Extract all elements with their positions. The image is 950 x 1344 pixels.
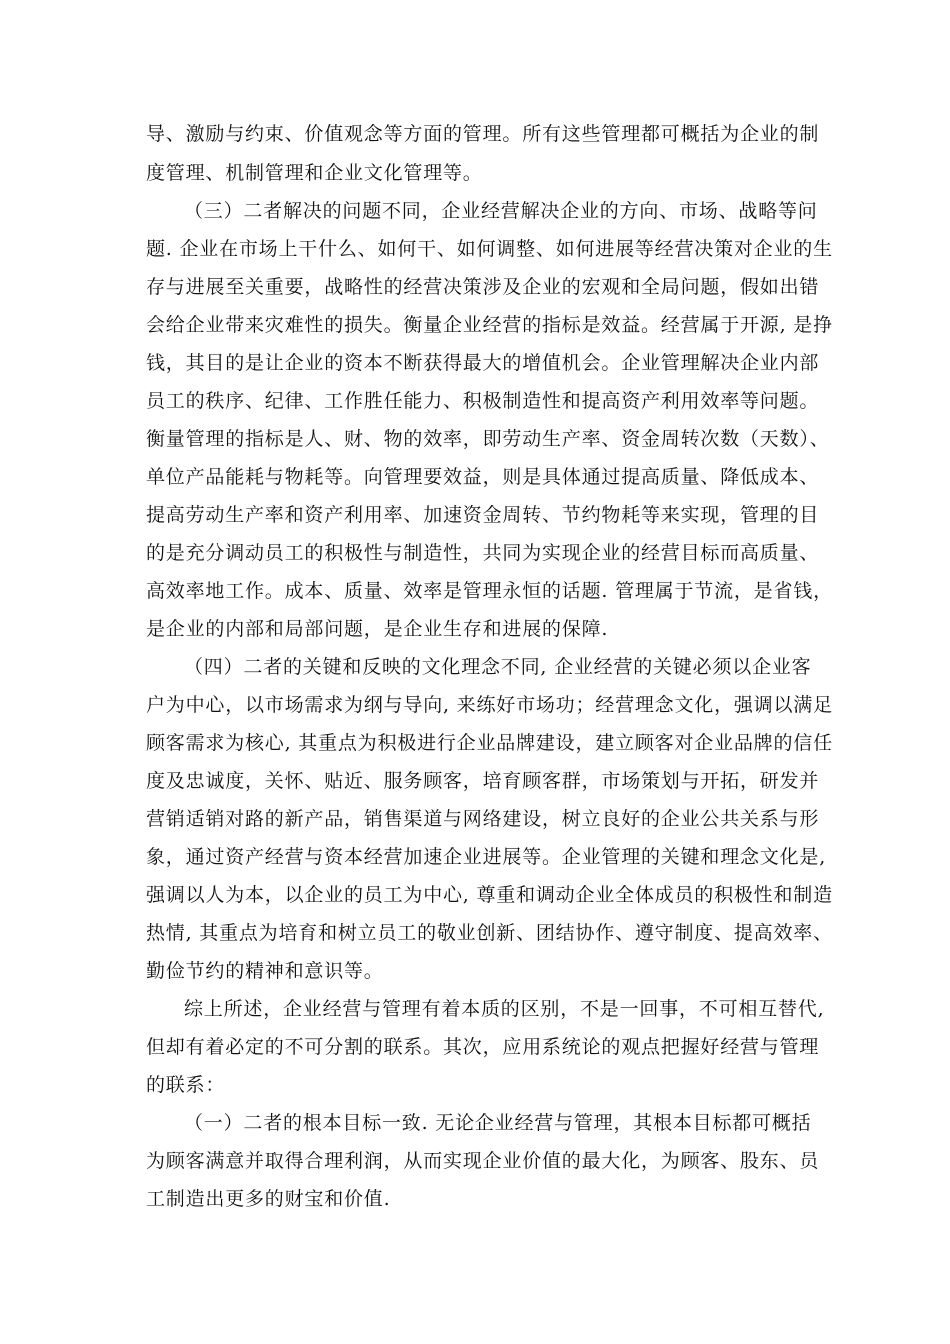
text-line: 存与进展至关重要，战略性的经营决策涉及企业的宏观和全局问题，假如出错 — [146, 276, 820, 298]
text-line: 度及忠诚度，关怀、贴近、服务顾客，培育顾客群，市场策划与开拓，研发并 — [146, 770, 820, 792]
text-line: 营销适销对路的新产品，销售渠道与网络建设，树立良好的企业公共关系与形 — [146, 808, 820, 830]
text-line: 勤俭节约的精神和意识等。 — [146, 960, 384, 982]
text-line: 的是充分调动员工的积极性与制造性，共同为实现企业的经营目标而高质量、 — [146, 542, 820, 564]
text-line: 高效率地工作。成本、质量、效率是管理永恒的话题. 管理属于节流，是省钱， — [146, 580, 833, 602]
text-line: 会给企业带来灾难性的损失。衡量企业经营的指标是效益。经营属于开源, 是挣 — [146, 314, 833, 336]
text-line: 衡量管理的指标是人、财、物的效率，即劳动生产率、资金周转次数（天数）、 — [146, 428, 830, 450]
text-line: 热情, 其重点为培育和树立员工的敬业创新、团结协作、遵守制度、提高效率、 — [146, 922, 833, 944]
text-line: 象，通过资产经营与资本经营加速企业进展等。企业管理的关键和理念文化是, — [146, 846, 827, 868]
text-line: （四）二者的关键和反映的文化理念不同, 企业经营的关键必须以企业客 — [184, 656, 812, 678]
text-line: 是企业的内部和局部问题，是企业生存和进展的保障. — [146, 618, 609, 640]
text-line: 员工的秩序、纪律、工作胜任能力、积极制造性和提高资产利用效率等问题。 — [146, 390, 820, 412]
text-line: （三）二者解决的问题不同，企业经营解决企业的方向、市场、战略等问 — [184, 200, 818, 222]
text-line: 综上所述，企业经营与管理有着本质的区别，不是一回事，不可相互替代, — [184, 998, 825, 1020]
text-line: 钱，其目的是让企业的资本不断获得最大的增值机会。企业管理解决企业内部 — [146, 352, 820, 374]
text-line: 题. 企业在市场上干什么、如何干、如何调整、如何进展等经营决策对企业的生 — [146, 238, 833, 260]
text-line: 导、激励与约束、价值观念等方面的管理。所有这些管理都可概括为企业的制 — [146, 123, 820, 145]
text-line: 工制造出更多的财宝和价值. — [146, 1188, 391, 1210]
text-line: 度管理、机制管理和企业文化管理等。 — [146, 162, 483, 184]
text-line: 为顾客满意并取得合理利润，从而实现企业价值的最大化，为顾客、股东、员 — [146, 1150, 820, 1172]
text-line: 强调以人为本，以企业的员工为中心, 尊重和调动企业全体成员的积极性和制造 — [146, 884, 833, 906]
text-line: 户为中心，以市场需求为纲与导向, 来练好市场功；经营理念文化，强调以满足 — [146, 694, 833, 716]
text-line: 单位产品能耗与物耗等。向管理要效益，则是具体通过提高质量、降低成本、 — [146, 466, 820, 488]
text-line: 顾客需求为核心, 其重点为积极进行企业品牌建设，建立顾客对企业品牌的信任 — [146, 732, 833, 754]
text-line: （一）二者的根本目标一致. 无论企业经营与管理，其根本目标都可概括 — [184, 1112, 812, 1134]
text-line: 的联系： — [146, 1074, 226, 1096]
text-line: 但却有着必定的不可分割的联系。其次，应用系统论的观点把握好经营与管理 — [146, 1036, 820, 1058]
text-line: 提高劳动生产率和资产利用率、加速资金周转、节约物耗等来实现，管理的目 — [146, 504, 820, 526]
